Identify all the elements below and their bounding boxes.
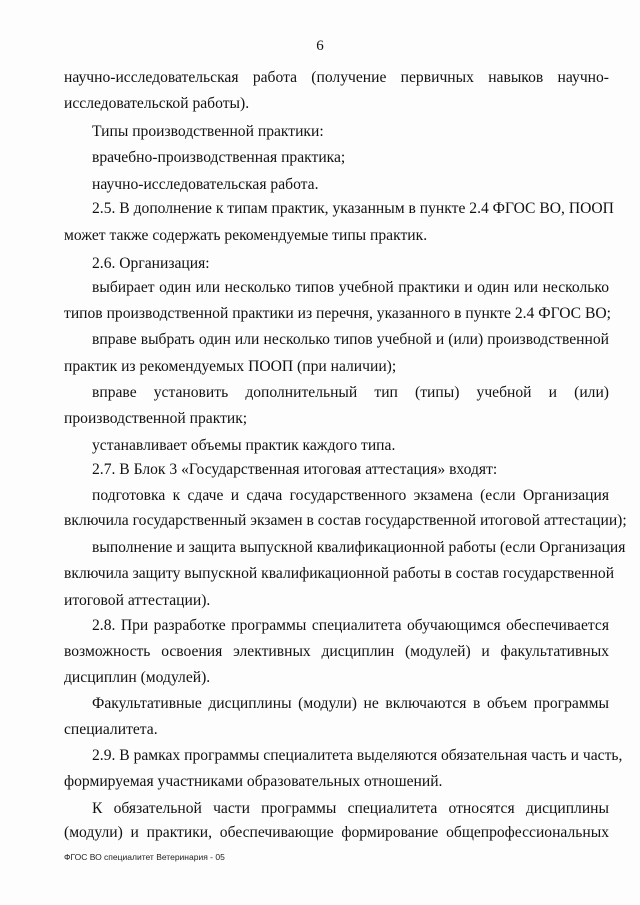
- text-line: подготовка к сдаче и сдача государственного экзамена (если Организация: [92, 487, 609, 504]
- text-line: вправе установить дополнительный тип (типы) учебной и (или): [92, 384, 609, 401]
- text-line: врачебно-производственная практика;: [92, 149, 346, 166]
- text-line: может также содержать рекомендуемые типы практик.: [64, 227, 428, 244]
- footer-note: ФГОС ВО специалитет Ветеринария - 05: [64, 852, 225, 862]
- text-line: вправе выбрать один или несколько типов учебной и (или) производственной: [92, 331, 609, 348]
- text-line: 2.7. В Блок 3 «Государственная итоговая аттестация» входят:: [92, 461, 498, 478]
- text-line: научно-исследовательская работа (получение первичных навыков научно-: [64, 69, 609, 86]
- text-line: производственной практик;: [64, 410, 248, 427]
- text-line: итоговой аттестации).: [64, 592, 211, 609]
- text-line: научно-исследовательская работа.: [92, 176, 319, 193]
- text-line: практик из рекомендуемых ПООП (при наличии);: [64, 358, 397, 375]
- text-line: 2.8. При разработке программы специалитета обучающимся обеспечивается: [92, 617, 609, 634]
- text-line: Типы производственной практики:: [92, 123, 324, 140]
- text-line: 2.5. В дополнение к типам практик, указанным в пункте 2.4 ФГОС ВО, ПООП: [92, 200, 614, 217]
- text-line: Факультативные дисциплины (модули) не включаются в объем программы: [92, 695, 609, 712]
- text-line: включила государственный экзамен в состав государственной итоговой аттестации);: [64, 512, 627, 529]
- text-line: выбирает один или несколько типов учебной практики и один или несколько: [92, 279, 609, 296]
- text-line: дисциплин (модулей).: [64, 669, 211, 686]
- text-line: устанавливает объемы практик каждого типа.: [92, 437, 396, 454]
- text-line: К обязательной части программы специалитета относятся дисциплины: [92, 800, 609, 817]
- text-line: (модули) и практики, обеспечивающие формирование общепрофессиональных: [64, 824, 609, 841]
- text-line: 2.6. Организация:: [92, 255, 210, 272]
- text-line: исследовательской работы).: [64, 95, 250, 112]
- text-line: возможность освоения элективных дисциплин (модулей) и факультативных: [64, 643, 609, 660]
- page-number: 6: [316, 38, 324, 54]
- text-line: типов производственной практики из перечня, указанного в пункте 2.4 ФГОС ВО;: [64, 305, 611, 322]
- text-line: формируемая участниками образовательных отношений.: [64, 773, 443, 790]
- text-line: выполнение и защита выпускной квалификационной работы (если Организация: [92, 539, 626, 556]
- text-line: включила защиту выпускной квалификационной работы в состав государственной: [64, 565, 615, 582]
- text-line: специалитета.: [64, 721, 158, 738]
- text-line: 2.9. В рамках программы специалитета выделяются обязательная часть и часть,: [92, 747, 623, 764]
